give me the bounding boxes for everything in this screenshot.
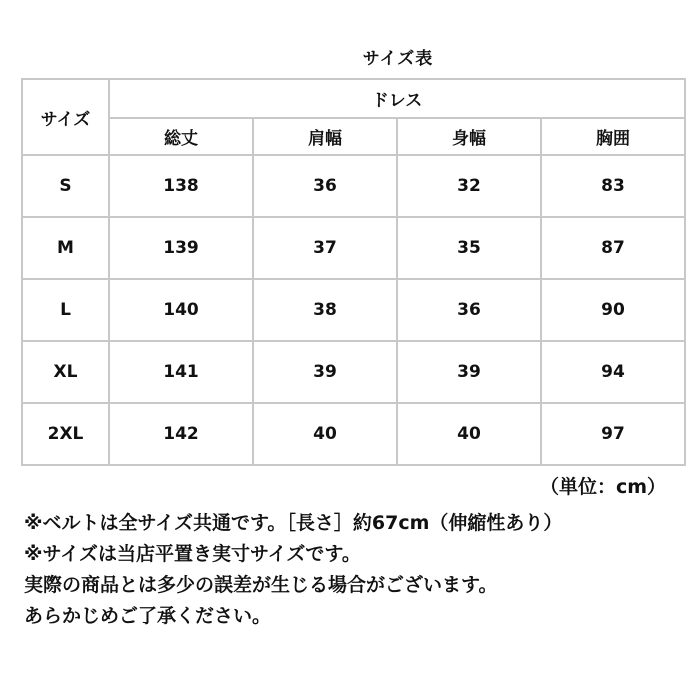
- table-row: [22, 279, 685, 341]
- value-cell: 39: [397, 341, 541, 403]
- size-cell: XL: [22, 341, 109, 403]
- column-header-shoulder-width: 肩幅: [253, 118, 397, 155]
- header-row: [22, 79, 685, 118]
- table-row: [22, 155, 685, 217]
- column-header-row: [22, 118, 685, 155]
- value-cell: 83: [541, 155, 685, 217]
- value-cell: 35: [397, 217, 541, 279]
- size-cell: L: [22, 279, 109, 341]
- size-cell: 2XL: [22, 403, 109, 465]
- value-cell: 36: [397, 279, 541, 341]
- note-belt: ※ベルトは全サイズ共通です。［長さ］約67cm（伸縮性あり）: [24, 512, 563, 534]
- column-header-chest: 胸囲: [541, 118, 685, 155]
- value-cell: 40: [397, 403, 541, 465]
- value-cell: 36: [253, 155, 397, 217]
- value-cell: 140: [109, 279, 253, 341]
- column-header-total-length: 総丈: [109, 118, 253, 155]
- value-cell: 39: [253, 341, 397, 403]
- value-cell: 90: [541, 279, 685, 341]
- value-cell: 138: [109, 155, 253, 217]
- value-cell: 32: [397, 155, 541, 217]
- table-row: [22, 403, 685, 465]
- value-cell: 94: [541, 341, 685, 403]
- note-tolerance: 実際の商品とは多少の誤差が生じる場合がございます。: [24, 574, 498, 596]
- table-row: [22, 341, 685, 403]
- value-cell: 141: [109, 341, 253, 403]
- column-header-body-width: 身幅: [397, 118, 541, 155]
- unit-label: （単位：cm）: [539, 476, 666, 498]
- size-column-header: サイズ: [22, 79, 109, 155]
- note-apology: あらかじめご了承ください。: [24, 605, 272, 627]
- value-cell: 139: [109, 217, 253, 279]
- value-cell: 38: [253, 279, 397, 341]
- note-measurement: ※サイズは当店平置き実寸サイズです。: [24, 543, 361, 565]
- size-table: [21, 78, 686, 466]
- value-cell: 40: [253, 403, 397, 465]
- value-cell: 37: [253, 217, 397, 279]
- size-cell: S: [22, 155, 109, 217]
- dress-group-header: ドレス: [109, 79, 685, 118]
- notes: [24, 508, 694, 632]
- size-cell: M: [22, 217, 109, 279]
- page-title: サイズ表: [362, 49, 434, 69]
- table-row: [22, 217, 685, 279]
- value-cell: 97: [541, 403, 685, 465]
- value-cell: 87: [541, 217, 685, 279]
- value-cell: 142: [109, 403, 253, 465]
